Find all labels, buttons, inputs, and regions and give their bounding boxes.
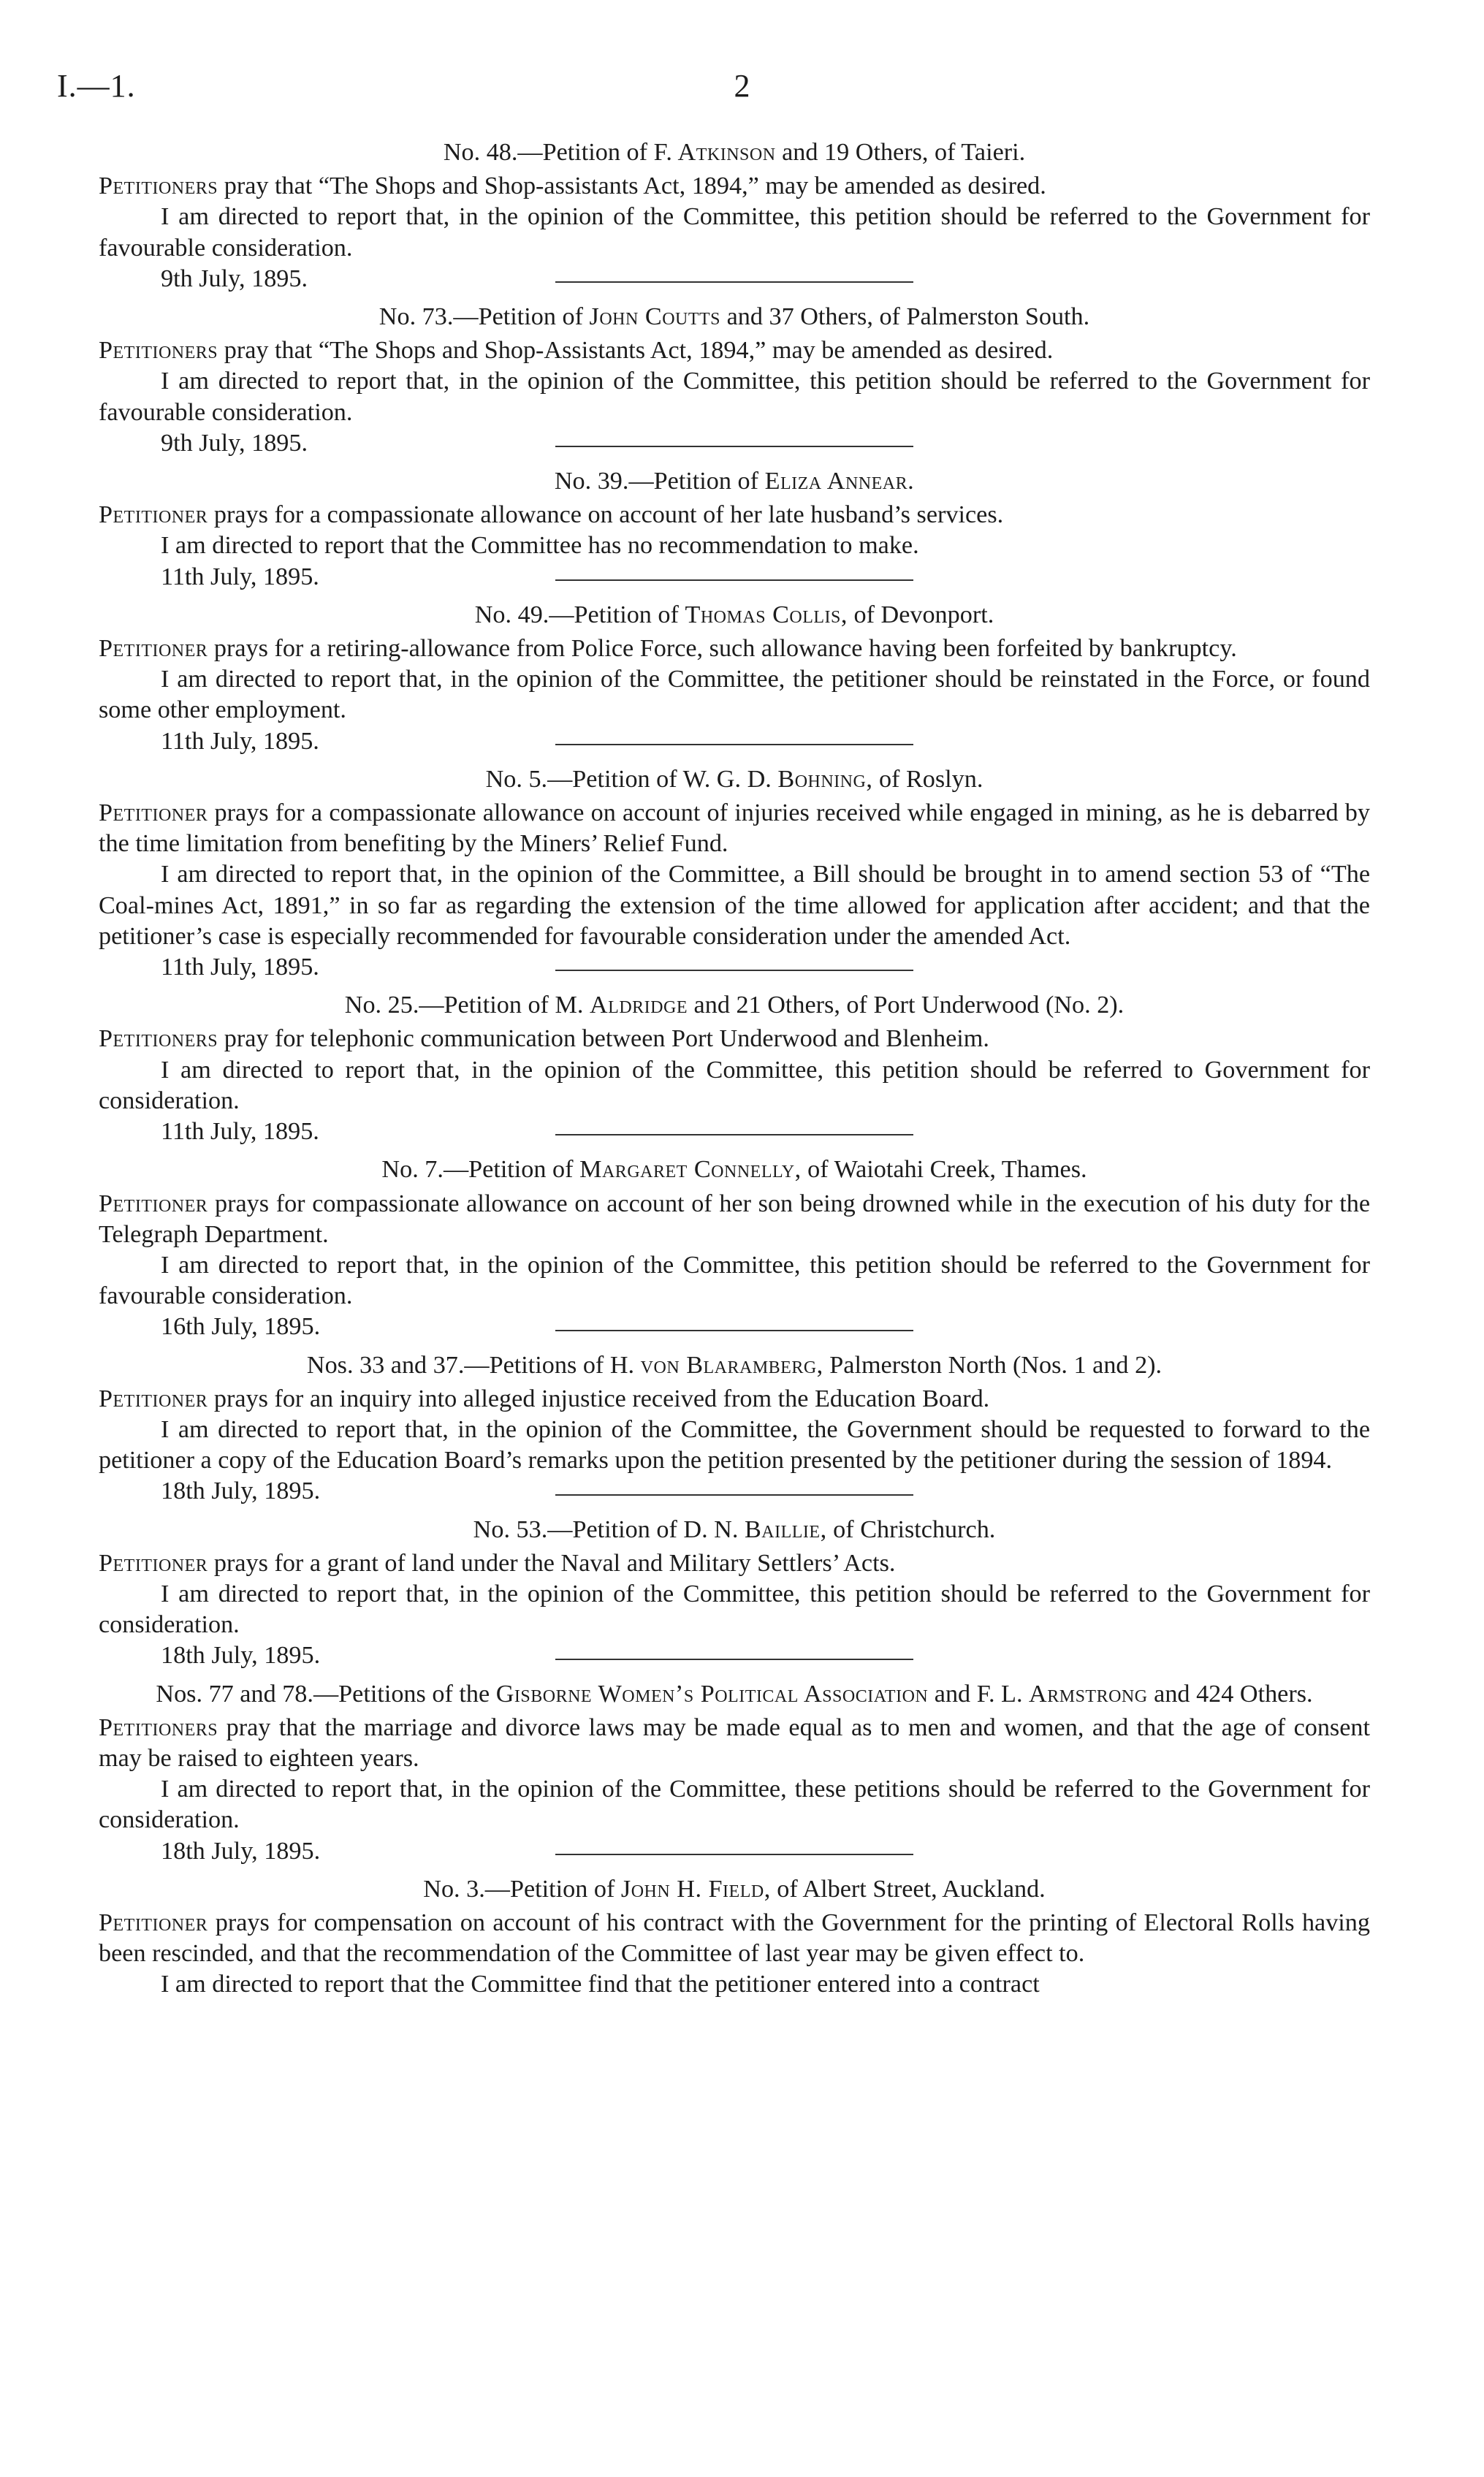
- divider-rule: [555, 1494, 913, 1496]
- petition-body: [99, 1908, 1370, 2001]
- petition-body: [99, 798, 1370, 952]
- petition-prayer: Petitioners pray for telephonic communication between Port Underwood and Blenheim.: [99, 1025, 989, 1053]
- petition-report: I am directed to report that, in the opinion of the Committee, this petition should be referred to the Government for favourable consideration.: [99, 203, 1370, 262]
- petition-title: No. 3.—Petition of John H. Field, of Albert Street, Auckland.: [423, 1875, 1046, 1903]
- petition-entry: [99, 764, 1370, 981]
- petition-entry: [99, 1350, 1370, 1505]
- petitions-list: [99, 137, 1370, 2001]
- petition-title: No. 49.—Petition of Thomas Collis, of Devonport.: [474, 601, 994, 628]
- petition-title: No. 53.—Petition of D. N. Baillie, of Christchurch.: [473, 1515, 996, 1543]
- petition-body: [99, 1548, 1370, 1641]
- divider-rule: [555, 744, 913, 745]
- petition-report: I am directed to report that, in the opinion of the Committee, this petition should be referred to the Government for favourable consideration.: [99, 368, 1370, 426]
- petition-entry: [99, 1679, 1370, 1865]
- petition-prayer: Petitioner prays for a compassionate allowance on account of injuries received while engaged in mining, as he is debarred by the time limitation from benefiting by the Miners’ Relief Fund.: [99, 799, 1370, 858]
- petition-prayer: Petitioners pray that “The Shops and Shop-assistants Act, 1894,” may be amended as desired.: [99, 172, 1046, 200]
- petition-date: 9th July, 1895.: [161, 429, 308, 457]
- petition-prayer: Petitioner prays for compensation on account of his contract with the Government for the printing of Electoral Rolls having been rescinded, and that the recommendation of the Committee of last year may be given effect to.: [99, 1909, 1370, 1968]
- petition-report: I am directed to report that, in the opinion of the Committee, this petition should be referred to the Government for favourable consideration.: [99, 1251, 1370, 1310]
- petition-entry: [99, 1154, 1371, 1341]
- petition-date: 11th July, 1895.: [161, 1118, 319, 1146]
- divider-rule: [555, 1659, 913, 1660]
- petition-date: 18th July, 1895.: [161, 1837, 321, 1865]
- divider-rule: [555, 446, 913, 447]
- petition-body: [99, 1384, 1370, 1477]
- petition-prayer: Petitioners pray that the marriage and divorce laws may be made equal as to men and women, and that the age of consent may be raised to eighteen years.: [99, 1713, 1370, 1772]
- petition-title: No. 7.—Petition of Margaret Connelly, of Waiotahi Creek, Thames.: [381, 1156, 1087, 1184]
- petition-title: No. 5.—Petition of W. G. D. Bohning, of Roslyn.: [485, 765, 983, 793]
- petition-date: 18th July, 1895.: [161, 1642, 321, 1670]
- petition-entry: [99, 302, 1370, 457]
- page-number: 2: [734, 68, 750, 104]
- petition-prayer: Petitioner prays for compassionate allowance on account of her son being drowned while in the execution of his duty for the Telegraph Department.: [99, 1190, 1371, 1248]
- divider-rule: [555, 281, 913, 283]
- petition-entry: [99, 137, 1370, 292]
- petition-entry: [99, 600, 1370, 755]
- petition-date: 11th July, 1895.: [161, 727, 319, 755]
- divider-rule: [555, 1134, 913, 1135]
- petition-entry: [99, 1874, 1370, 2001]
- petition-prayer: Petitioners pray that “The Shops and Shop-Assistants Act, 1894,” may be amended as desired.: [99, 337, 1054, 365]
- petition-date: 16th July, 1895.: [161, 1313, 321, 1341]
- document-reference: I.—1.: [57, 68, 136, 104]
- petition-entry: [99, 990, 1370, 1146]
- divider-rule: [555, 970, 913, 971]
- page-header: [57, 67, 1427, 118]
- petition-body: [99, 633, 1370, 726]
- petition-report: I am directed to report that the Committee find that the petitioner entered into a contract: [161, 1971, 1040, 1998]
- petition-title: Nos. 33 and 37.—Petitions of H. von Blaramberg, Palmerston North (Nos. 1 and 2).: [306, 1351, 1163, 1379]
- petition-body: [99, 1024, 1370, 1116]
- petition-entry: [99, 466, 1370, 590]
- divider-rule: [555, 1854, 913, 1855]
- petition-title: No. 48.—Petition of F. Atkinson and 19 Others, of Taieri.: [443, 139, 1026, 166]
- petition-date: 18th July, 1895.: [161, 1477, 321, 1505]
- petition-body: [99, 1189, 1370, 1312]
- petition-date: 9th July, 1895.: [161, 265, 308, 292]
- petition-title: No. 73.—Petition of John Coutts and 37 Others, of Palmerston South.: [378, 303, 1090, 331]
- petition-entry: [99, 1515, 1370, 1670]
- petition-body: [99, 335, 1370, 428]
- petition-body: [99, 500, 1370, 561]
- petition-prayer: Petitioner prays for a compassionate allowance on account of her late husband’s services.: [99, 501, 1004, 529]
- petition-body: [99, 1713, 1370, 1836]
- petition-date: 11th July, 1895.: [161, 954, 319, 981]
- petition-prayer: Petitioner prays for an inquiry into alleged injustice received from the Education Board.: [99, 1385, 990, 1412]
- petition-title: No. 25.—Petition of M. Aldridge and 21 Others, of Port Underwood (No. 2).: [344, 992, 1125, 1019]
- petition-report: I am directed to report that, in the opinion of the Committee, the Government should be requested to forward to the petitioner a copy of the Education Board’s remarks upon the petition presented by the petitioner during the session of 1894.: [99, 1415, 1370, 1475]
- divider-rule: [555, 579, 913, 581]
- petition-report: I am directed to report that, in the opinion of the Committee, this petition should be referred to the Government for consideration.: [99, 1580, 1370, 1639]
- petition-title: Nos. 77 and 78.—Petitions of the Gisborne Women’s Political Association and F. L. Armstrong and 424 Others.: [156, 1680, 1313, 1708]
- petition-date: 11th July, 1895.: [161, 563, 319, 590]
- petition-report: I am directed to report that, in the opinion of the Committee, a Bill should be brought in to amend section 53 of “The Coal-mines Act, 1891,” in so far as regarding the extension of the time allowed for application after accident; and that the petitioner’s case is especially recommended for favourable consideration under the amended Act.: [99, 861, 1370, 950]
- petition-prayer: Petitioner prays for a retiring-allowance from Police Force, such allowance having been forfeited by bankruptcy.: [99, 635, 1237, 663]
- petition-report: I am directed to report that, in the opinion of the Committee, these petitions should be referred to the Government for consideration.: [99, 1776, 1370, 1834]
- petition-body: [99, 171, 1370, 264]
- divider-rule: [555, 1330, 913, 1331]
- petition-title: No. 39.—Petition of Eliza Annear.: [554, 468, 915, 495]
- petition-report: I am directed to report that, in the opinion of the Committee, this petition should be referred to Government for consideration.: [99, 1056, 1370, 1114]
- petition-report: I am directed to report that the Committee has no recommendation to make.: [161, 532, 919, 560]
- petition-prayer: Petitioner prays for a grant of land under the Naval and Military Settlers’ Acts.: [99, 1549, 896, 1577]
- petition-report: I am directed to report that, in the opinion of the Committee, the petitioner should be reinstated in the Force, or found some other employment.: [99, 666, 1370, 724]
